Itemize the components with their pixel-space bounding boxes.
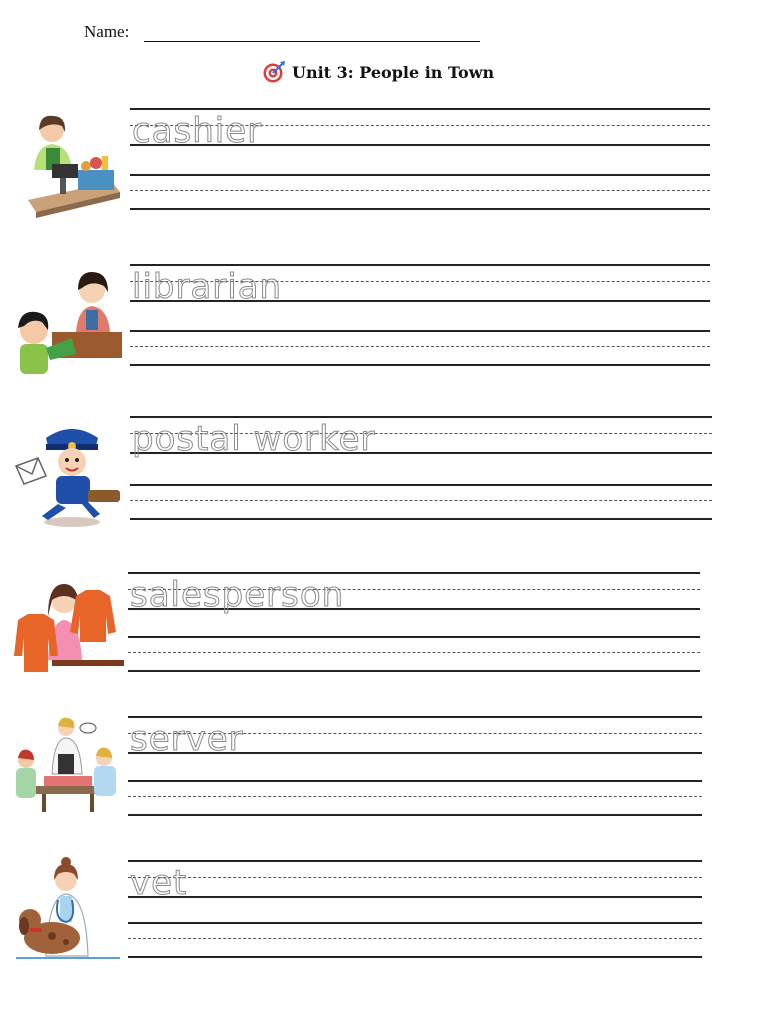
name-label: Name: <box>84 22 130 41</box>
page-title <box>262 58 494 86</box>
librarian-icon <box>12 264 124 376</box>
trace-word: librarian <box>132 267 283 307</box>
name-underline[interactable] <box>144 41 480 42</box>
title-text: Unit 3: People in Town <box>292 62 495 82</box>
cashier-icon <box>12 108 124 220</box>
salesperson-icon <box>12 576 124 688</box>
trace-word: vet <box>130 863 188 903</box>
name-field[interactable] <box>84 22 504 48</box>
vet-icon <box>12 856 124 968</box>
postal-worker-icon <box>12 420 124 532</box>
trace-word: server <box>130 719 244 759</box>
server-icon <box>12 714 124 826</box>
trace-word: cashier <box>132 111 263 151</box>
trace-word: postal worker <box>132 419 376 459</box>
target-icon <box>262 60 286 84</box>
trace-word: salesperson <box>130 575 345 615</box>
